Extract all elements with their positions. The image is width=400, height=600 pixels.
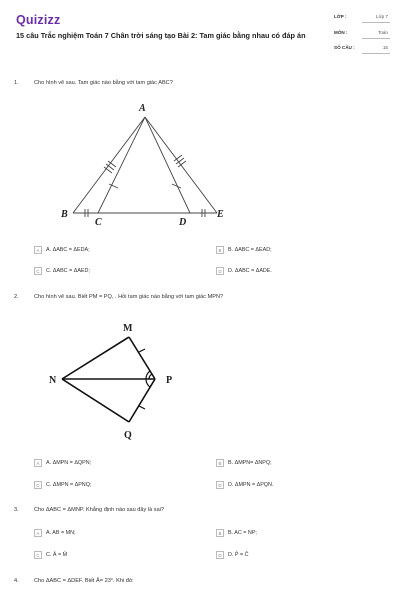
q3-option-d-text: D. P̂ = Ĉ <box>228 552 249 558</box>
meta-subject-value: Toán <box>378 30 388 35</box>
q1-option-b[interactable] <box>216 245 272 255</box>
meta-subject-label: MÔN : <box>334 30 348 35</box>
question-1-number: 1. <box>14 80 19 86</box>
meta-subject <box>334 29 390 39</box>
question-3-number: 3. <box>14 507 19 513</box>
q2-option-b-text: B. ΔMPN= ΔNPQ; <box>228 460 272 466</box>
quizizz-logo: Quizizz <box>16 13 61 27</box>
q1-option-c[interactable] <box>34 266 90 276</box>
q3-option-a-marker: A <box>34 529 42 537</box>
fig1-label-c: C <box>95 217 102 228</box>
q2-option-c-text: C. ΔMPN = ΔPNQ; <box>46 482 92 488</box>
q2-option-d-marker: D <box>216 481 224 489</box>
meta-count <box>334 44 390 54</box>
fig1-label-a: A <box>139 103 146 114</box>
q2-option-a[interactable] <box>34 458 91 468</box>
meta-grade-value: Lớp 7 <box>376 14 388 19</box>
question-4-number: 4. <box>14 578 19 584</box>
q3-option-c-text: C. Â = M̂ <box>46 552 68 558</box>
meta-count-underline <box>362 53 390 54</box>
q2-option-a-marker: A <box>34 459 42 467</box>
fig1-label-e: E <box>217 209 224 220</box>
meta-count-value: 15 <box>382 45 388 50</box>
q3-option-c[interactable] <box>34 550 67 560</box>
fig2-label-m: M <box>123 323 133 334</box>
q3-option-c-marker: C <box>34 551 42 559</box>
fig2-label-n: N <box>49 375 57 386</box>
question-4-text: Cho ΔABC = ΔDEF. Biết Â= 23°. Khi đó: <box>34 578 134 584</box>
q1-option-a[interactable] <box>34 245 90 255</box>
q2-option-c[interactable] <box>34 480 91 490</box>
question-2-figure <box>0 312 400 447</box>
fig2-label-q: Q <box>124 430 132 441</box>
meta-grade <box>334 13 390 23</box>
q3-option-a[interactable] <box>34 528 76 538</box>
q1-option-b-marker: B <box>216 246 224 254</box>
question-2-number: 2. <box>14 294 19 300</box>
q2-option-d[interactable] <box>216 480 273 490</box>
meta-count-label: SỐ CÂU : <box>334 45 355 50</box>
q3-option-b-marker: B <box>216 529 224 537</box>
q1-option-a-marker: A <box>34 246 42 254</box>
q2-option-d-text: D. ΔMPN = ΔPQN. <box>228 482 274 488</box>
document-header <box>0 0 400 62</box>
q2-option-a-text: A. ΔMPN = ΔQPN; <box>46 460 92 466</box>
q1-option-d-marker: D <box>216 267 224 275</box>
question-3-text: Cho ΔABC = ΔMNP. Khẳng định nào sau đây là sai? <box>34 507 165 513</box>
q2-option-b-marker: B <box>216 459 224 467</box>
fig1-label-d: D <box>179 217 187 228</box>
q2-option-b[interactable] <box>216 458 272 468</box>
q1-option-c-text: C. ΔABC = ΔAED; <box>46 268 90 274</box>
q1-option-c-marker: C <box>34 267 42 275</box>
document-title: 15 câu Trắc nghiệm Toán 7 Chân trời sáng tạo Bài 2: Tam giác bằng nhau có đáp án <box>16 31 306 40</box>
fig1-label-b: B <box>61 209 68 220</box>
q3-option-b-text: B. AC = NP; <box>228 530 257 536</box>
meta-subject-underline <box>362 38 390 39</box>
q1-option-d[interactable] <box>216 266 272 276</box>
q1-option-b-text: B. ΔABC = ΔEAD; <box>228 247 272 253</box>
q3-option-b[interactable] <box>216 528 257 538</box>
q2-option-c-marker: C <box>34 481 42 489</box>
question-1-figure <box>0 95 400 235</box>
q3-option-a-text: A. AB = MN; <box>46 530 76 536</box>
meta-grade-underline <box>362 22 390 23</box>
q1-option-a-text: A. ΔABC = ΔEDA; <box>46 247 90 253</box>
q3-option-d[interactable] <box>216 550 249 560</box>
question-1-text: Cho hình vẽ sau. Tam giác nào bằng với tam giác ABC? <box>34 80 173 86</box>
meta-grade-label: LỚP : <box>334 14 347 19</box>
fig2-label-p: P <box>166 375 173 386</box>
question-2-text: Cho hình vẽ sau. Biết PM = PQ, . Hỏi tam giác nào bằng với tam giác MPN? <box>34 294 224 300</box>
q3-option-d-marker: D <box>216 551 224 559</box>
q1-option-d-text: D. ΔABC = ΔADE. <box>228 268 272 274</box>
